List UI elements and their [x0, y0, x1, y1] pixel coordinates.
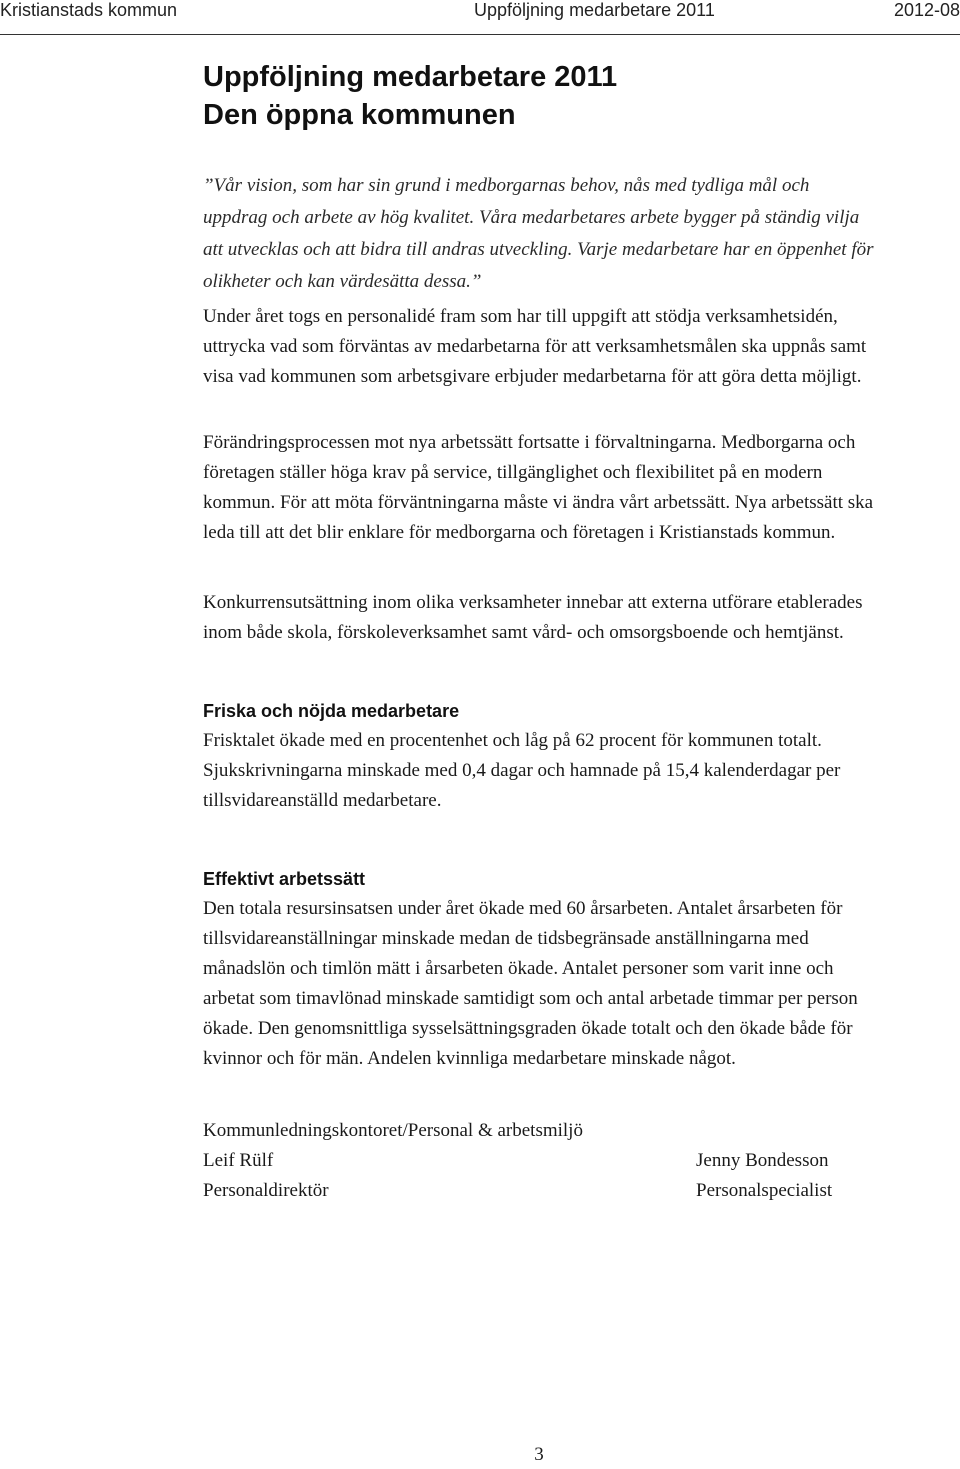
signer-left-title: Personaldirektör — [203, 1180, 329, 1201]
signer-right-name: Jenny Bondesson — [696, 1150, 829, 1171]
page-title — [203, 58, 875, 134]
vision-quote: ”Vår vision, som har sin grund i medborgarnas behov, nås med tydliga mål och uppdrag och arbete av hög kvalitet. Våra medarbetares arbete bygger på ständig vilja att utvecklas och att bidra till andras utveckling. Varje medarbetare har en öppenhet för olikheter och kan värdesätta dessa.” — [203, 175, 874, 292]
signer-left-name: Leif Rülf — [203, 1150, 274, 1171]
paragraph-konkurrensutsattning: Konkurrensutsättning inom olika verksamheter innebar att externa utförare etablerades inom både skola, förskoleverksamhet samt vård- och omsorgsboende och hemtjänst. — [203, 592, 863, 643]
page-number: 3 — [534, 1444, 544, 1465]
section-text-effektivt: Den totala resursinsatsen under året ökade med 60 årsarbeten. Antalet årsarbeten för tillsvidareanställningar minskade medan de tidsbegränsade anställningarna med månadslön och timlön mätt i årsarbeten ökade. Antalet personer som varit inne och arbetat som timavlönad minskade samtidigt som och antal arbetade timmar per person ökade. Den genomsnittliga sysselsättningsgraden ökade totalt och den ökade både för kvinnor och för män. Andelen kvinnliga medarbetare minskade något. — [203, 898, 858, 1069]
section-heading-friska: Friska och nöjda medarbetare — [203, 701, 460, 721]
signature-titles-row — [203, 1176, 875, 1206]
signature-names-row — [203, 1146, 875, 1176]
header-organization: Kristianstads kommun — [0, 0, 178, 20]
header-date: 2012-08 — [893, 0, 960, 20]
header-divider — [0, 34, 960, 35]
section-text-friska: Frisktalet ökade med en procentenhet och låg på 62 procent för kommunen totalt. Sjukskrivningarna minskade med 0,4 dagar och hamnade på 15,4 kalenderdagar per tillsvidareanställd medarbetare. — [203, 730, 841, 811]
page-content — [203, 58, 875, 1206]
paragraph-forandringsprocessen: Förändringsprocessen mot nya arbetssätt fortsatte i förvaltningarna. Medborgarna och företagen ställer höga krav på service, tillgänglighet och flexibilitet på en modern kommun. För att möta förväntningarna måste vi ändra vårt arbetssätt. Nya arbetssätt ska leda till att det blir enklare för medborgarna och företagen i Kristianstads kommun. — [203, 432, 874, 543]
page-header — [0, 0, 960, 36]
title-line-2: Den öppna kommunen — [203, 99, 516, 131]
header-document-title: Uppföljning medarbetare 2011 — [474, 0, 715, 20]
signature-block — [203, 1116, 875, 1206]
paragraph-personalide: Under året togs en personalidé fram som har till uppgift att stödja verksamhetsidén, uttrycka vad som förväntas av medarbetarna för att verksamhetsmålen ska uppnås samt visa vad kommunen som arbetsgivare erbjuder medarbetarna för att göra detta möjligt. — [203, 306, 867, 387]
signer-right-title: Personalspecialist — [696, 1180, 833, 1201]
signature-department: Kommunledningskontoret/Personal & arbetsmiljö — [203, 1120, 583, 1141]
section-heading-effektivt: Effektivt arbetssätt — [203, 869, 366, 889]
title-line-1: Uppföljning medarbetare 2011 — [203, 61, 618, 93]
